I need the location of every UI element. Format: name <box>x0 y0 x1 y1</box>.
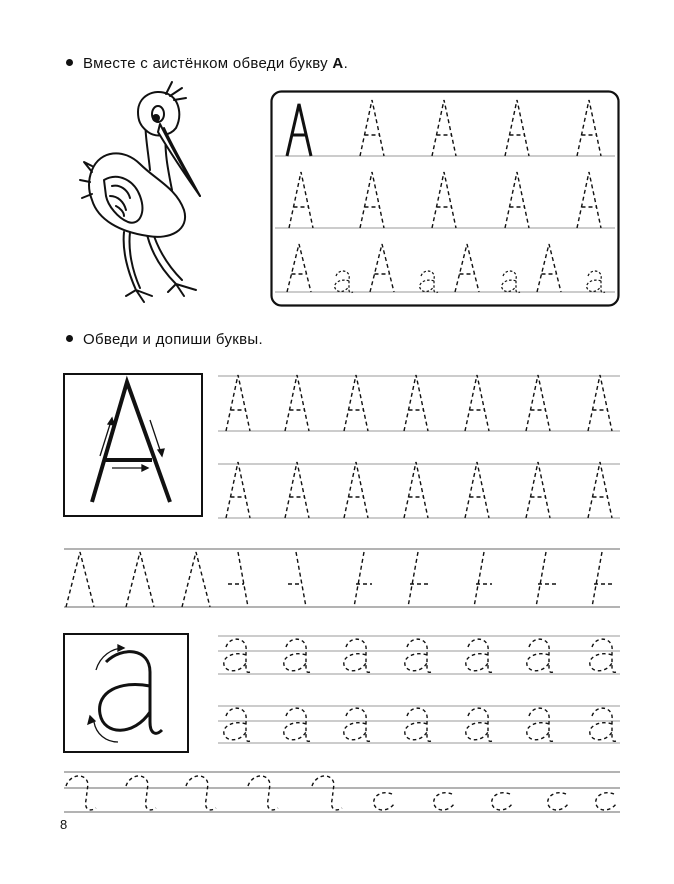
instruction-text-2: Обведи и допиши буквы. <box>83 331 263 348</box>
lowercase-a-model <box>64 634 188 752</box>
instruction-text: Вместе с аистёнком обведи букву <box>83 55 328 72</box>
capital-a-rows <box>218 375 620 518</box>
page-number: 8 <box>60 817 68 832</box>
lowercase-a-rows <box>218 636 620 743</box>
capital-a-model <box>64 374 202 516</box>
instruction-letter: А <box>332 55 344 72</box>
lowercase-elements-row <box>64 772 620 812</box>
trace-box <box>272 92 619 306</box>
solid-letter-a <box>287 104 311 156</box>
stroke-elements-row <box>64 549 620 607</box>
stork-icon <box>80 82 200 302</box>
instruction-end: . <box>343 55 349 72</box>
